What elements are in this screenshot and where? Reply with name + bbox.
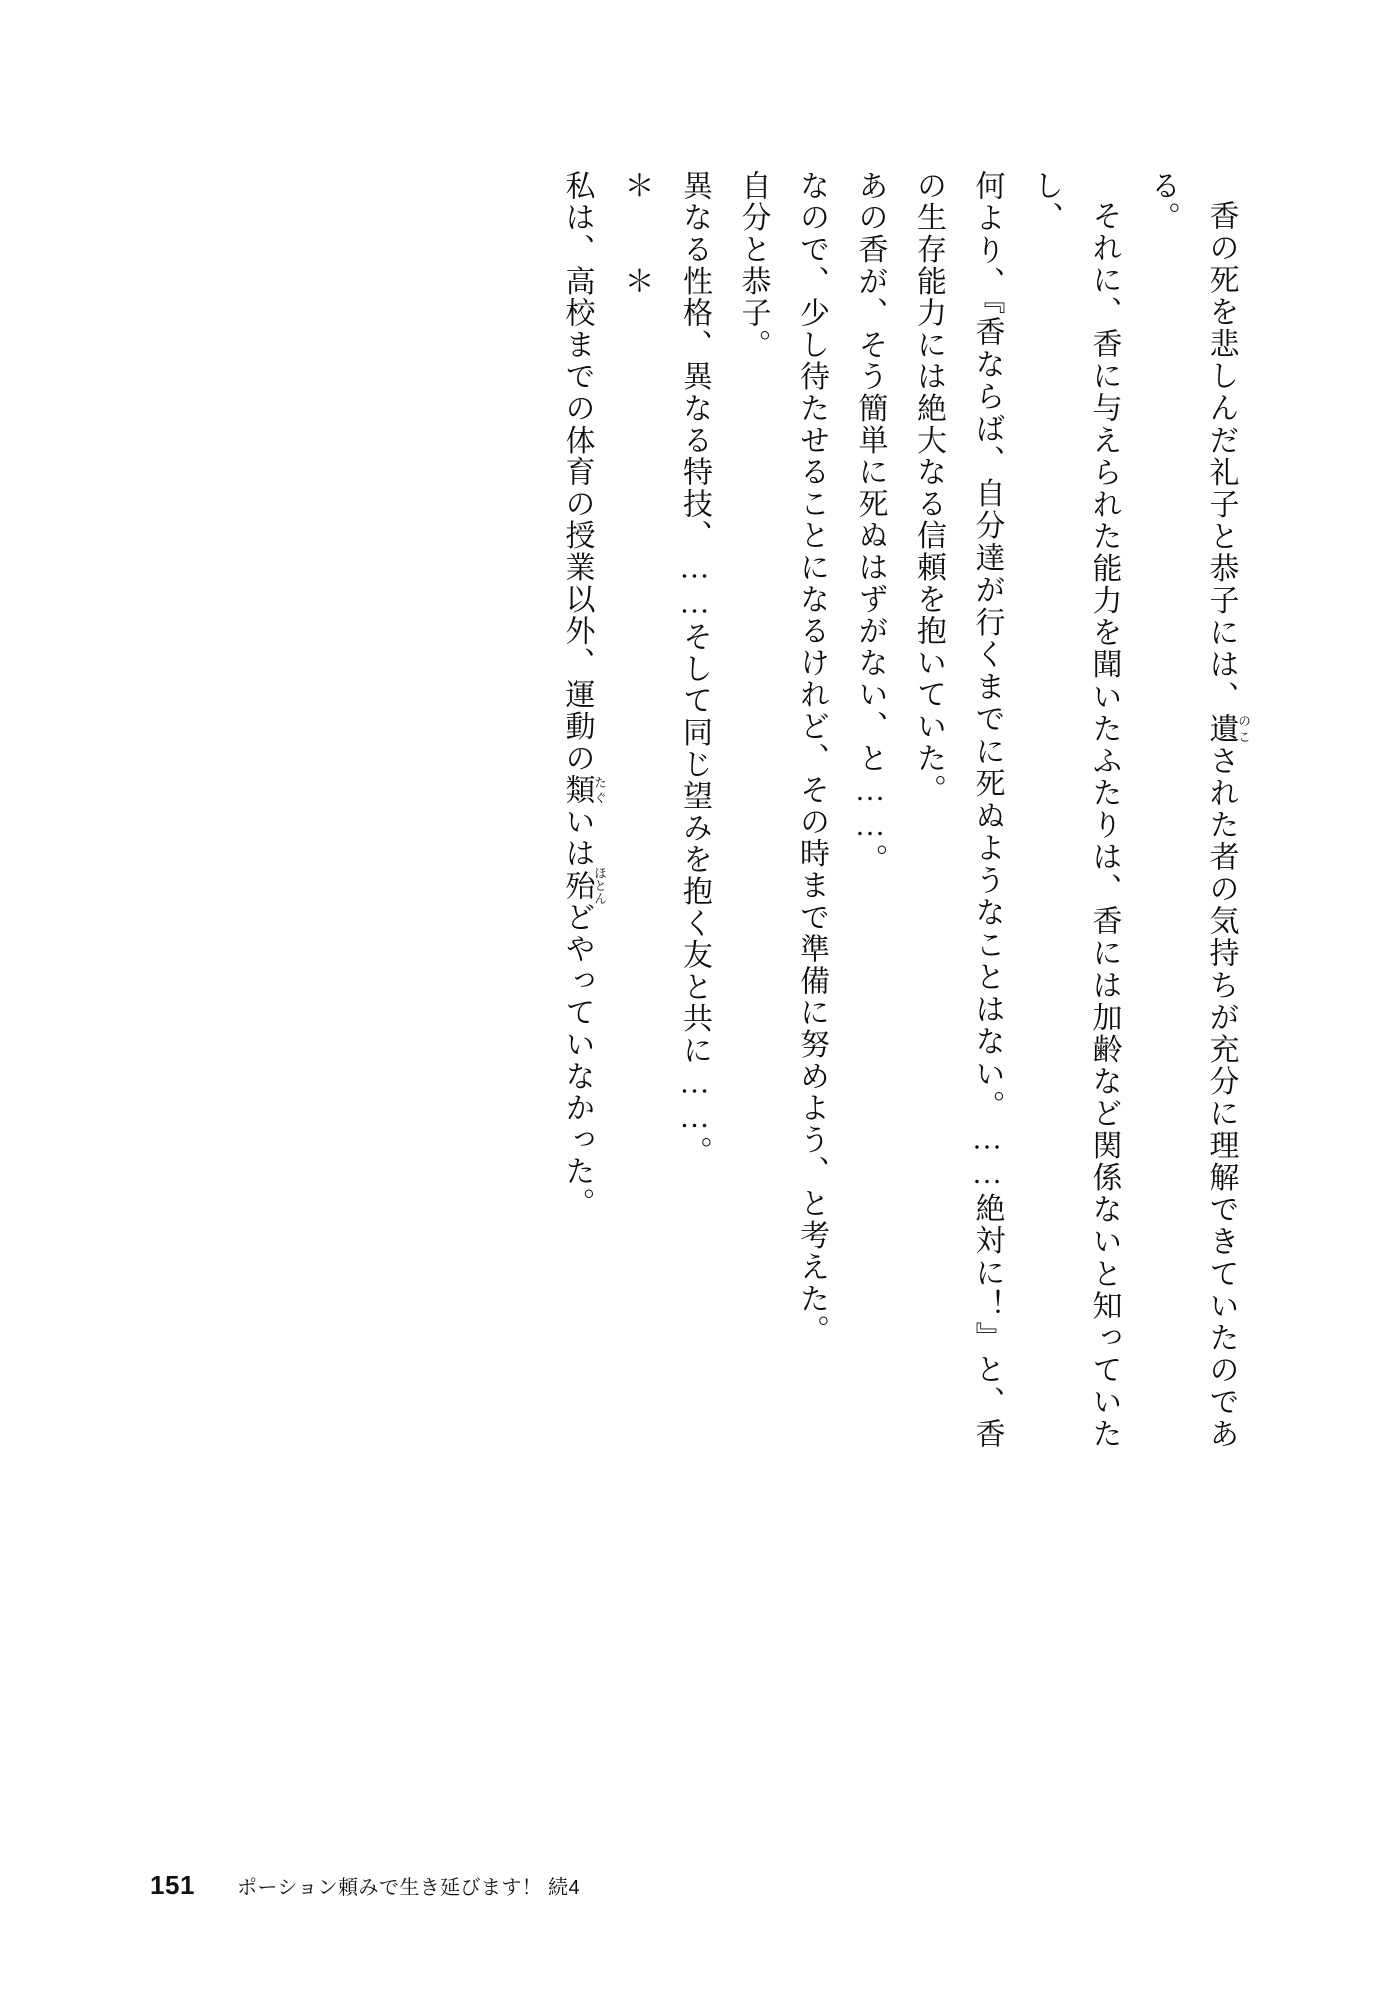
ruby-nokosareta: 遺のこ: [1204, 712, 1250, 745]
paragraph-2: それに、香に与えられた能力を聞いたふたりは、香には加齢など関係ないと知っていたし、: [1029, 170, 1121, 1450]
paragraph-8: 私は、高校までの体育の授業以外、運動の類たぐいは殆ほとんどやっていなかった。: [560, 170, 606, 1220]
running-title: ポーション頼みで生き延びます！ 続4: [236, 1877, 581, 1899]
ruby-hotondo: 殆ほとん: [560, 866, 606, 905]
paragraph-5: なので、少し待たせることになるけれど、その時まで準備に努めよう、と考えた。: [795, 170, 828, 1347]
page-body-text: [547, 170, 1250, 1450]
paragraph-6: 自分と恭子。: [736, 170, 770, 361]
paragraph-7: 異なる性格、異なる特技、……そして同じ望みを抱く友と共に……。: [678, 170, 711, 1168]
ruby-tagui: 類たぐ: [560, 774, 606, 807]
page-footer: [150, 1870, 580, 1901]
paragraph-1: 香の死を悲しんだ礼子と恭子には、遺のこされた者の気持ちが充分に理解できていたのである。: [1146, 170, 1250, 1450]
paragraph-4: あの香が、そう簡単に死ぬはずがない、と……。: [853, 170, 887, 876]
paragraph-3: 何より、『香ならば、自分達が行くまでに死ぬようなことはない。……絶対に！』と、香の生存能力には絶大なる信頼を抱いていた。: [912, 170, 1004, 1450]
page-number: 151: [150, 1870, 195, 1900]
scene-separator: ＊ ＊: [619, 170, 653, 298]
